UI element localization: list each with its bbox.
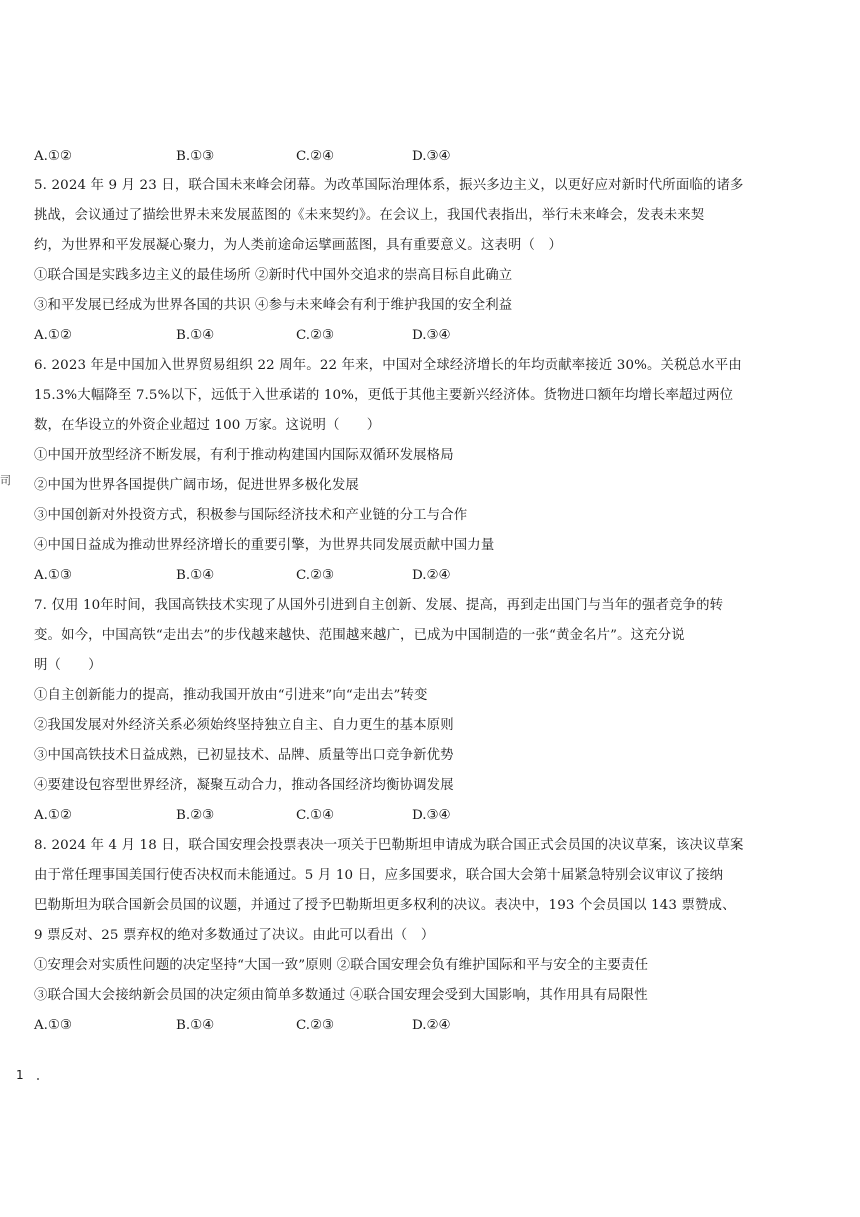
q7-options <box>34 807 554 825</box>
q4-option-d: D.③④ <box>412 149 451 164</box>
q8-option-a: A.①③ <box>34 1018 72 1033</box>
q7-option-d: D.③④ <box>412 808 451 823</box>
q7-option-b: B.②③ <box>176 808 215 823</box>
q5-option-b: B.①④ <box>176 328 215 343</box>
q8-stem-line-3: 巴勒斯坦为联合国新会员国的议题，并通过了授予巴勒斯坦更多权利的决议。表决中，193 个会员国以 143 票赞成、 <box>34 898 736 913</box>
q5-stem-line-2: 挑战，会议通过了描绘世界未来发展蓝图的《未来契约》。在会议上，我国代表指出，举行未来峰会，发表未来契 <box>34 208 705 223</box>
q6-statement-3: ③中国创新对外投资方式，积极参与国际经济技术和产业链的分工与合作 <box>34 508 468 523</box>
q8-option-d: D.②④ <box>412 1018 451 1033</box>
q7-stem-line-2: 变。如今，中国高铁“走出去”的步伐越来越快、范围越来越广，已成为中国制造的一张“黄金名片”。这充分说 <box>34 628 685 643</box>
q8-stem-line-2: 由于常任理事国美国行使否决权而未能通过。5 月 10 日，应多国要求，联合国大会第十届紧急特别会议审议了接纳 <box>34 868 724 883</box>
q7-stem-line-1: 7. 仅用 10年时间，我国高铁技术实现了从国外引进到自主创新、发展、提高，再到走出国门与当年的强者竞争的转 <box>34 598 724 613</box>
q6-stem-line-1: 6. 2023 年是中国加入世界贸易组织 22 周年。22 年来，中国对全球经济增长的年均贡献率接近 30%。关税总水平由 <box>34 358 742 373</box>
q6-options <box>34 567 554 585</box>
q8-options <box>34 1017 554 1035</box>
q4-option-a: A.①② <box>34 149 72 164</box>
q6-statement-4: ④中国日益成为推动世界经济增长的重要引擎，为世界共同发展贡献中国力量 <box>34 538 495 553</box>
q4-option-b: B.①③ <box>176 149 215 164</box>
q7-statement-2: ②我国发展对外经济关系必须始终坚持独立自主、自力更生的基本原则 <box>34 718 454 733</box>
q5-option-a: A.①② <box>34 328 72 343</box>
q8-stem-line-4: 9 票反对、25 票弃权的绝对多数通过了决议。由此可以看出（ ） <box>34 928 435 943</box>
q6-option-d: D.②④ <box>412 568 451 583</box>
q7-option-a: A.①② <box>34 808 72 823</box>
q4-option-c: C.②④ <box>296 149 335 164</box>
q5-statement-line-1: ①联合国是实践多边主义的最佳场所 ②新时代中国外交追求的崇高目标自此确立 <box>34 268 513 283</box>
q6-statement-1: ①中国开放型经济不断发展，有利于推动构建国内国际双循环发展格局 <box>34 448 454 463</box>
q6-statement-2: ②中国为世界各国提供广阔市场，促进世界多极化发展 <box>34 478 359 493</box>
q6-option-b: B.①④ <box>176 568 215 583</box>
page-number: 1 <box>16 1068 24 1082</box>
q6-stem-line-2: 15.3%大幅降至 7.5%以下，远低于入世承诺的 10%，更低于其他主要新兴经济体。货物进口额年均增长率超过两位 <box>34 388 734 403</box>
q7-statement-1: ①自主创新能力的提高，推动我国开放由“引进来”向“走出去”转变 <box>34 688 428 703</box>
q5-statement-line-2: ③和平发展已经成为世界各国的共识 ④参与未来峰会有利于维护我国的安全利益 <box>34 298 513 313</box>
q8-option-c: C.②③ <box>296 1018 335 1033</box>
binding-margin-mark: 司 <box>0 474 11 487</box>
q6-option-a: A.①③ <box>34 568 72 583</box>
q8-option-b: B.①④ <box>176 1018 215 1033</box>
q5-option-d: D.③④ <box>412 328 451 343</box>
q7-statement-3: ③中国高铁技术日益成熟，已初显技术、品牌、质量等出口竞争新优势 <box>34 748 454 763</box>
q5-options <box>34 327 554 345</box>
q8-statement-line-1: ①安理会对实质性问题的决定坚持“大国一致”原则 ②联合国安理会负有维护国际和平与安全的主要责任 <box>34 958 649 973</box>
q7-statement-4: ④要建设包容型世界经济，凝聚互动合力，推动各国经济均衡协调发展 <box>34 778 454 793</box>
q4-options <box>34 148 554 166</box>
scan-speck <box>37 1078 39 1080</box>
q5-option-c: C.②③ <box>296 328 335 343</box>
q8-statement-line-2: ③联合国大会接纳新会员国的决定须由简单多数通过 ④联合国安理会受到大国影响，其作用具有局限性 <box>34 988 648 1003</box>
q5-stem-line-1: 5. 2024 年 9 月 23 日，联合国未来峰会闭幕。为改革国际治理体系，振兴多边主义，以更好应对新时代所面临的诸多 <box>34 178 744 193</box>
q8-stem-line-1: 8. 2024 年 4 月 18 日，联合国安理会投票表决一项关于巴勒斯坦申请成为联合国正式会员国的决议草案，该决议草案 <box>34 838 744 853</box>
q7-option-c: C.①④ <box>296 808 335 823</box>
q5-stem-line-3: 约，为世界和平发展凝心聚力，为人类前途命运擘画蓝图，具有重要意义。这表明（ ） <box>34 238 563 253</box>
q6-option-c: C.②③ <box>296 568 335 583</box>
q7-stem-line-3: 明（ ） <box>34 658 102 673</box>
q6-stem-line-3: 数，在华设立的外资企业超过 100 万家。这说明（ ） <box>34 418 381 433</box>
